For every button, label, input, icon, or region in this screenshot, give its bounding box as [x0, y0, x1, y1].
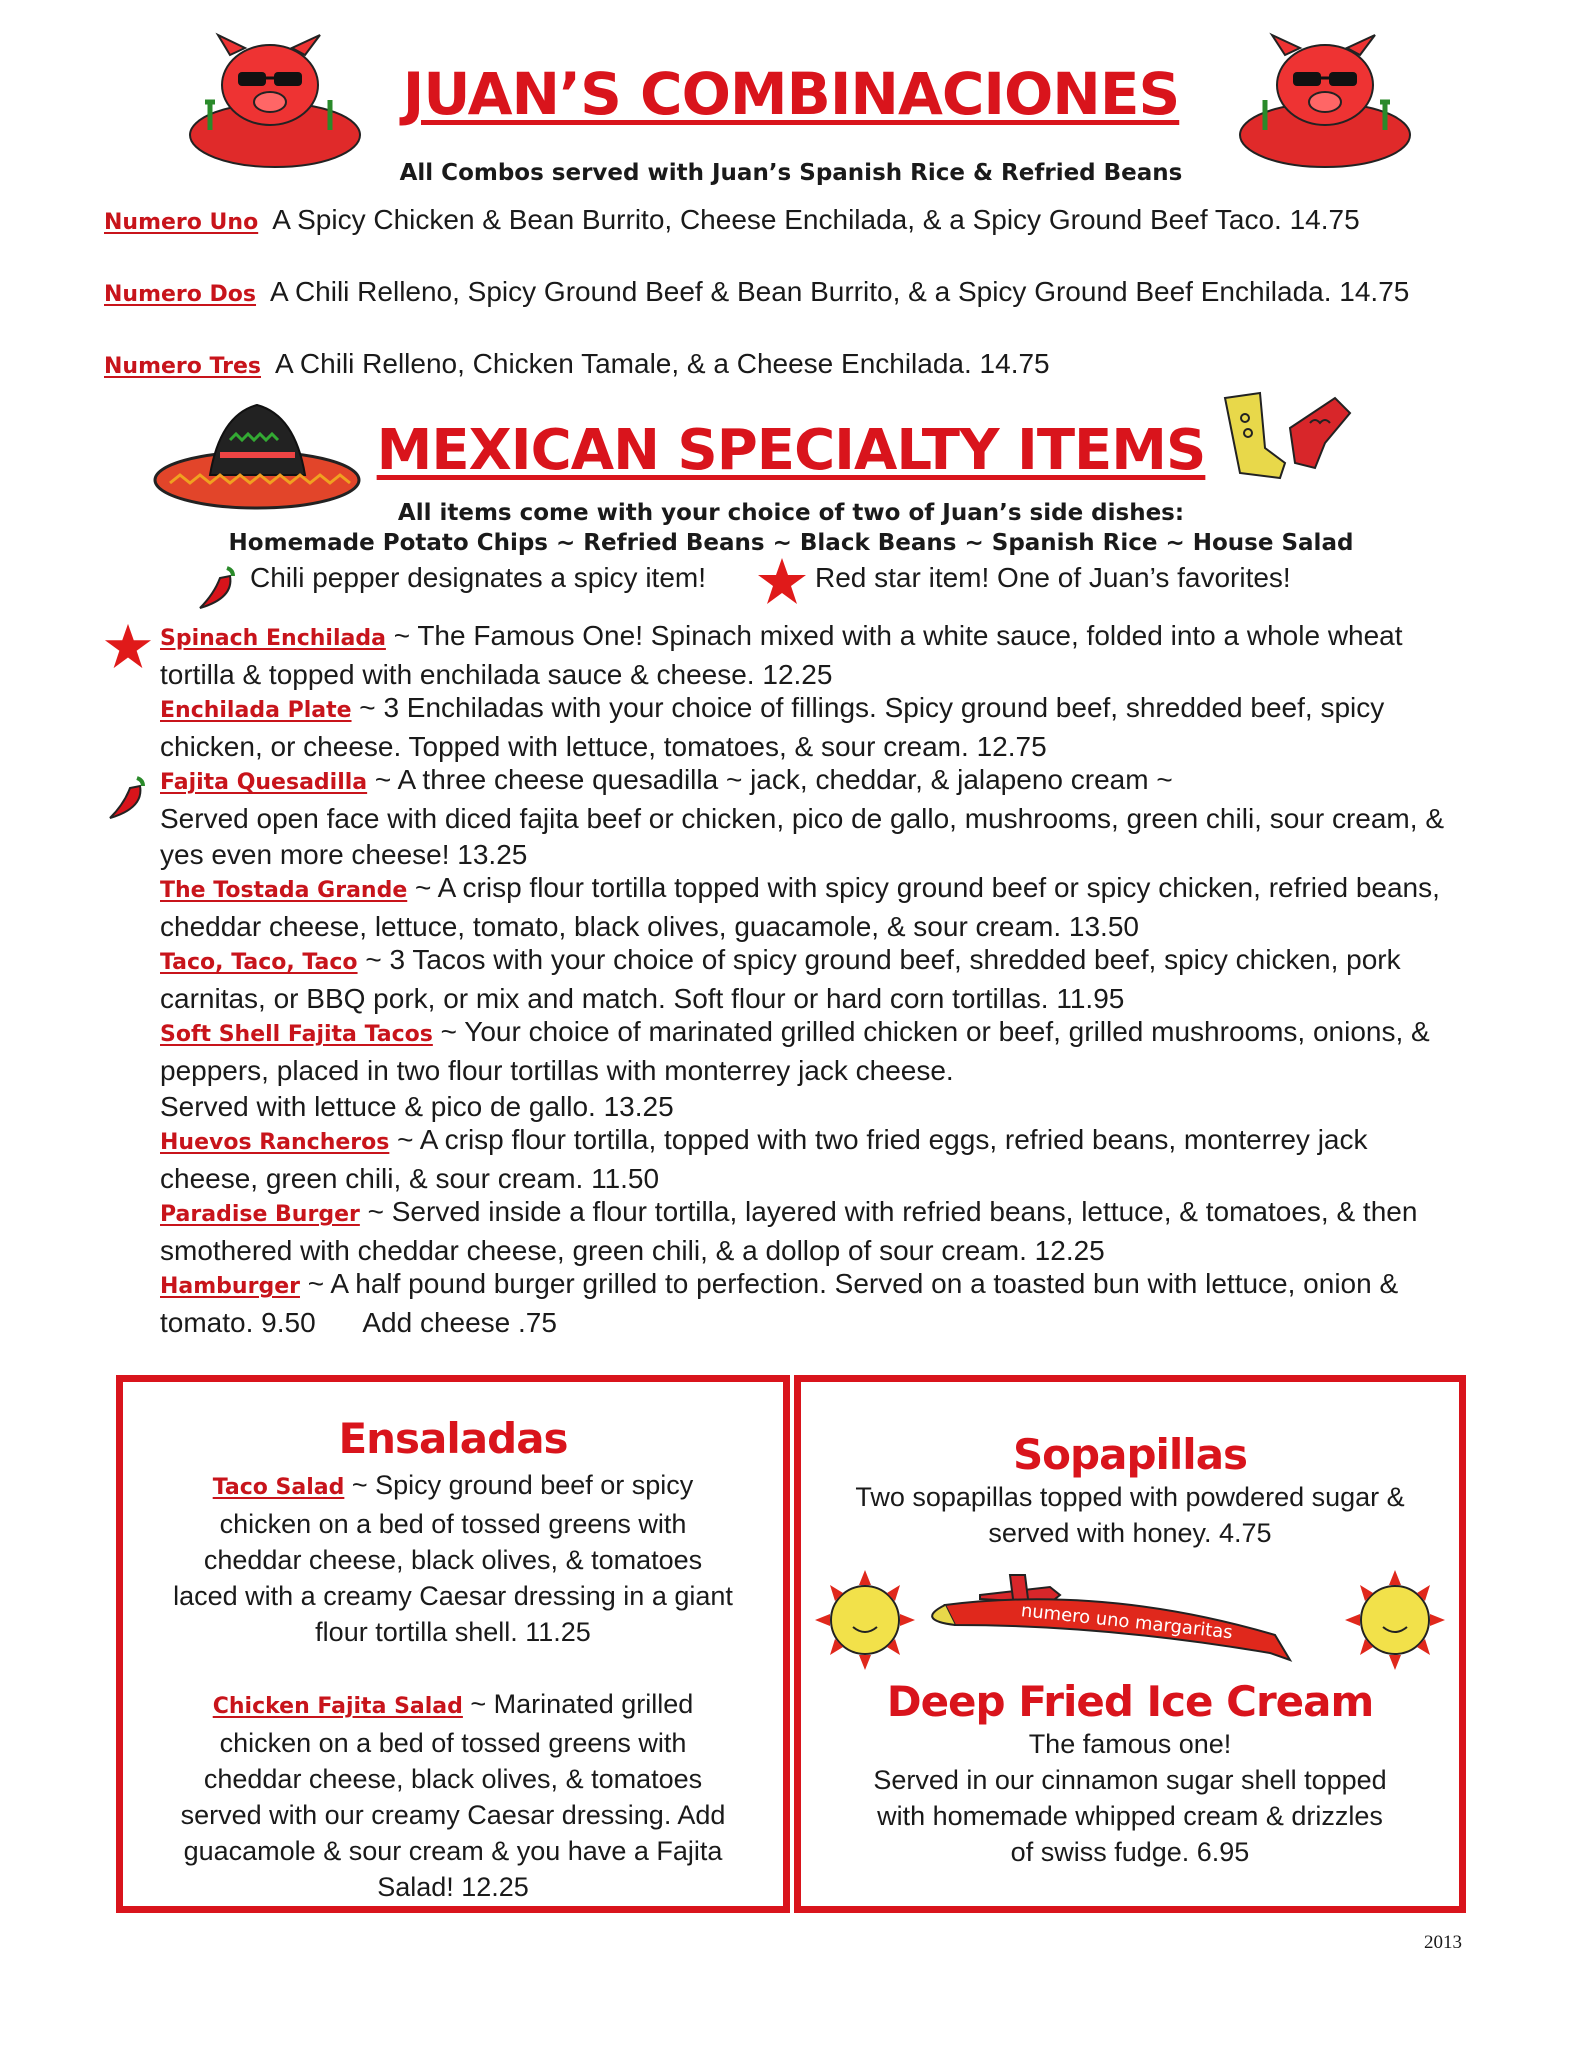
item-label: Hamburger: [160, 1274, 300, 1299]
taco-salad-text: ~ Spicy ground beef or spicy chicken on a bed of tossed greens with cheddar cheese, black olives, & tomatoes laced with a creamy Caesar dressing in a giant flour tortilla shell. 11.25: [173, 1470, 733, 1647]
ensaladas-box: [116, 1375, 790, 1913]
chicken-fajita-salad-description: [173, 1686, 733, 1905]
item-text: ~ A three cheese quesadilla ~ jack, cheddar, & jalapeno cream ~: [367, 764, 1173, 795]
combo-label: Numero Uno: [104, 210, 259, 235]
item-text: ~ A half pound burger grilled to perfection. Served on a toasted bun with lettuce, onion & tomato. 9.50: [160, 1268, 1399, 1338]
item-text-continued: Served open face with diced fajita beef or chicken, pico de gallo, mushrooms, green chili, sour cream, & yes even more cheese! 13.25: [160, 803, 1444, 870]
item-taco-taco-taco: [160, 942, 1460, 1017]
year-label: 2013: [1424, 1932, 1462, 1953]
chicken-fajita-salad-text: ~ Marinated grilled chicken on a bed of tossed greens with cheddar cheese, black olives, & tomatoes served with our creamy Caesar dressing. Add guacamole & sour cream & you have a Fajita Salad! 12.25: [180, 1689, 726, 1902]
combo-text: A Spicy Chicken & Bean Burrito, Cheese Enchilada, & a Spicy Ground Beef Taco. 14.75: [272, 204, 1360, 235]
item-tostada-grande: [160, 870, 1460, 945]
item-paradise-burger: [160, 1194, 1460, 1269]
sopapillas-text: Two sopapillas topped with powdered sugar & served with honey. 4.75: [855, 1482, 1405, 1548]
item-enchilada-plate: [160, 690, 1460, 765]
specialty-subtitle-line1: All items come with your choice of two of Juan’s side dishes:: [397, 500, 1185, 526]
item-label: Spinach Enchilada: [160, 626, 386, 651]
item-text-continued: Served with lettuce & pico de gallo. 13.25: [160, 1091, 674, 1122]
combo-numero-uno: [104, 204, 1360, 236]
combo-text: A Chili Relleno, Spicy Ground Beef & Bean Burrito, & a Spicy Ground Beef Enchilada. 14.75: [270, 276, 1410, 307]
item-text: ~ A crisp flour tortilla, topped with two fried eggs, refried beans, monterrey jack cheese, green chili, & sour cream. 11.50: [160, 1124, 1368, 1194]
ice-cream-text: Served in our cinnamon sugar shell topped with homemade whipped cream & drizzles of swiss fudge. 6.95: [873, 1765, 1387, 1867]
combinaciones-subtitle: All Combos served with Juan’s Spanish Rice & Refried Beans: [399, 160, 1183, 186]
item-text: ~ Served inside a flour tortilla, layered with refried beans, lettuce, & tomatoes, & then smothered with cheddar cheese, green chili, & a dollop of sour cream. 12.25: [160, 1196, 1418, 1266]
item-soft-shell-fajita-tacos: [160, 1014, 1460, 1125]
ice-cream-tagline: The famous one!: [1028, 1729, 1232, 1759]
sun-icon: [815, 1570, 915, 1670]
chili-pepper-icon: [102, 772, 152, 824]
ensaladas-title: Ensaladas: [338, 1414, 568, 1463]
sun-icon: [1345, 1570, 1445, 1670]
legend-star-text: Red star item! One of Juan’s favorites!: [815, 562, 1291, 593]
item-text: ~ A crisp flour tortilla topped with spicy ground beef or spicy chicken, refried beans, cheddar cheese, lettuce, tomato, black olives, guacamole, & sour cream. 13.50: [160, 872, 1440, 942]
chili-pepper-icon: [192, 562, 242, 614]
combo-numero-dos: [104, 276, 1409, 308]
desserts-box: [794, 1375, 1466, 1913]
item-label: Paradise Burger: [160, 1202, 360, 1227]
item-label: Taco, Taco, Taco: [160, 950, 358, 975]
taco-salad-label: Taco Salad: [212, 1475, 345, 1500]
red-star-icon: [104, 622, 152, 670]
item-extra: Add cheese .75: [362, 1307, 557, 1338]
combinaciones-title: JUAN’S COMBINACIONES: [402, 60, 1180, 128]
combo-text: A Chili Relleno, Chicken Tamale, & a Cheese Enchilada. 14.75: [275, 348, 1050, 379]
item-label: Fajita Quesadilla: [160, 770, 368, 795]
item-text: ~ 3 Enchiladas with your choice of fillings. Spicy ground beef, shredded beef, spicy chicken, or cheese. Topped with lettuce, tomatoes, & sour cream. 12.75: [160, 692, 1385, 762]
combo-label: Numero Dos: [104, 282, 257, 307]
chicken-fajita-salad-label: Chicken Fajita Salad: [212, 1694, 463, 1719]
taco-salad-description: [173, 1467, 733, 1650]
item-label: Enchilada Plate: [160, 698, 352, 723]
banner-text: numero uno margaritas: [1019, 1600, 1234, 1644]
sopapillas-title: Sopapillas: [1012, 1430, 1248, 1479]
specialty-subtitle-line2: Homemade Potato Chips ~ Refried Beans ~ Black Beans ~ Spanish Rice ~ House Salad: [228, 530, 1354, 556]
item-text: ~ The Famous One! Spinach mixed with a white sauce, folded into a whole wheat tortilla & topped with enchilada sauce & cheese. 12.25: [160, 620, 1403, 690]
item-huevos-rancheros: [160, 1122, 1460, 1197]
item-label: Huevos Rancheros: [160, 1130, 390, 1155]
item-fajita-quesadilla: [160, 762, 1460, 873]
combo-label: Numero Tres: [104, 354, 261, 379]
item-hamburger: [160, 1266, 1460, 1341]
sun-and-airplane-banner-illustration: [805, 1565, 1455, 1675]
red-star-icon: [757, 556, 807, 606]
specialty-title: MEXICAN SPECIALTY ITEMS: [376, 418, 1206, 483]
item-spinach-enchilada: [160, 618, 1460, 693]
item-label: Soft Shell Fajita Tacos: [160, 1022, 433, 1047]
item-label: The Tostada Grande: [160, 878, 408, 903]
deep-fried-ice-cream-title: Deep Fried Ice Cream: [886, 1677, 1374, 1726]
combo-numero-tres: [104, 348, 1050, 380]
item-text: ~ Your choice of marinated grilled chicken or beef, grilled mushrooms, onions, & peppers, placed in two flour tortillas with monterrey jack cheese.: [160, 1016, 1430, 1086]
legend-chili-text: Chili pepper designates a spicy item!: [250, 562, 707, 593]
item-text: ~ 3 Tacos with your choice of spicy ground beef, shredded beef, spicy chicken, pork carnitas, or BBQ pork, or mix and match. Soft flour or hard corn tortillas. 11.95: [160, 944, 1401, 1014]
